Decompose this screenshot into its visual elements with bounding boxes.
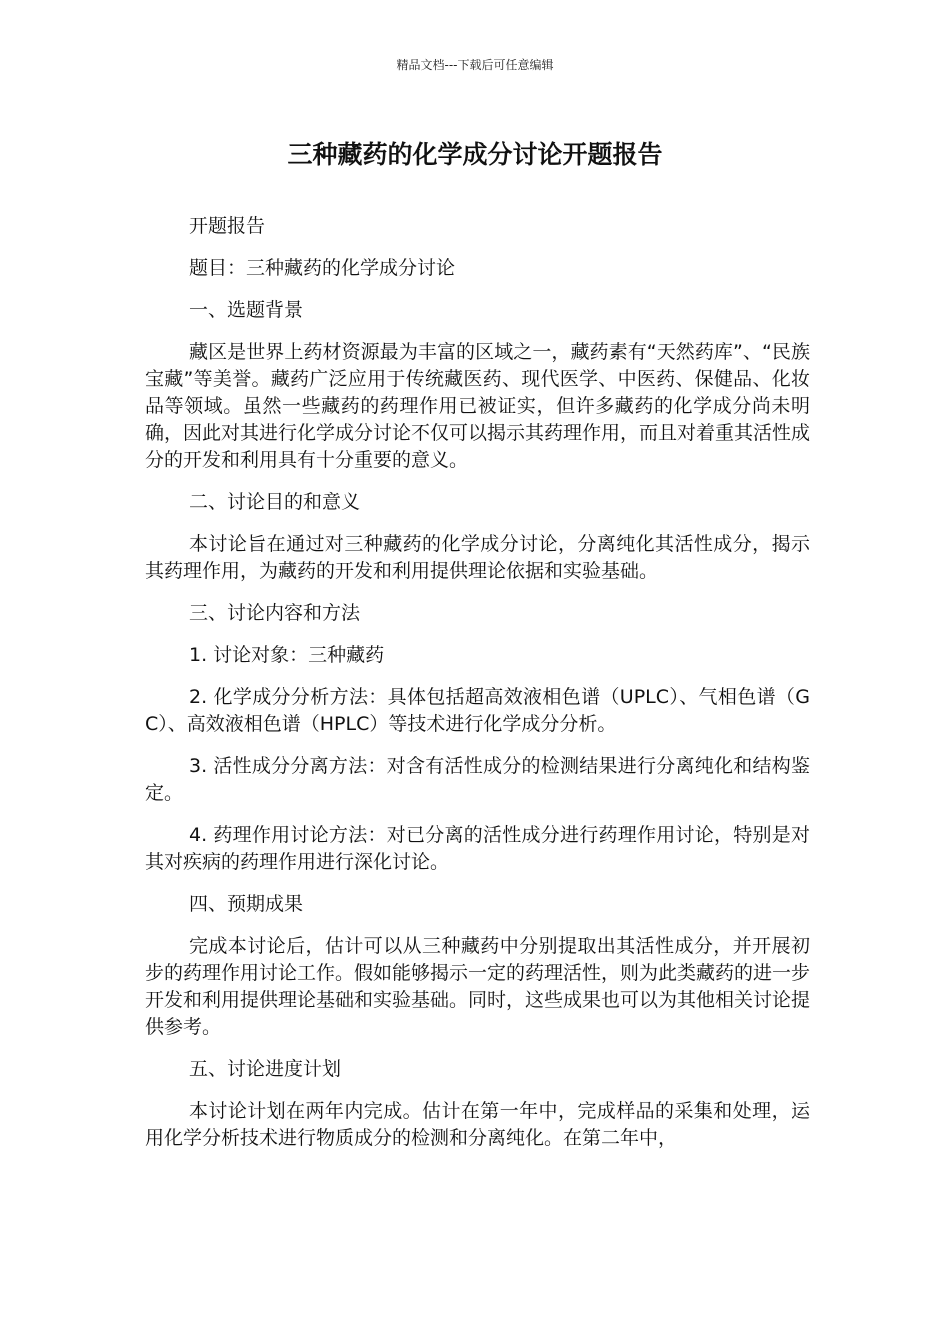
document-title: 三种藏药的化学成分讨论开题报告	[287, 140, 663, 169]
list-item-analysis-method: 2. 化学成分分析方法：具体包括超高效液相色谱（UPLC）、气相色谱（GC）、高效液相色谱（HPLC）等技术进行化学成分分析。	[145, 686, 810, 735]
paragraph-expected-results: 完成本讨论后，估计可以从三种藏药中分别提取出其活性成分，并开展初步的药理作用讨论工作。假如能够揭示一定的药理活性，则为此类藏药的进一步开发和利用提供理论基础和实验基础。同时，这些成果也可以为其他相关讨论提供参考。	[145, 935, 811, 1038]
paragraph-purpose: 本讨论旨在通过对三种藏药的化学成分讨论，分离纯化其活性成分，揭示其药理作用，为藏药的开发和利用提供理论依据和实验基础。	[145, 533, 810, 582]
topic-line: 题目：三种藏药的化学成分讨论	[189, 257, 456, 279]
paragraph-schedule: 本讨论计划在两年内完成。估计在第一年中，完成样品的采集和处理，运用化学分析技术进行物质成分的检测和分离纯化。在第二年中，	[145, 1100, 810, 1149]
section-heading-expected-results: 四、预期成果	[189, 893, 304, 915]
section-label-report: 开题报告	[189, 215, 266, 237]
paragraph-background: 藏区是世界上药材资源最为丰富的区域之一，藏药素有“天然药库”、“民族宝藏”等美誉。藏药广泛应用于传统藏医药、现代医学、中医药、保健品、化妆品等领域。虽然一些藏药的药理作用已被证实，但许多藏药的化学成分尚未明确，因此对其进行化学成分讨论不仅可以揭示其药理作用，而且对着重其活性成分的开发和利用具有十分重要的意义。	[145, 341, 811, 471]
list-item-pharmacology-method: 4. 药理作用讨论方法：对已分离的活性成分进行药理作用讨论，特别是对其对疾病的药理作用进行深化讨论。	[145, 824, 810, 873]
list-item-research-object: 1. 讨论对象：三种藏药	[189, 644, 385, 666]
section-heading-background: 一、选题背景	[189, 299, 304, 321]
section-heading-purpose: 二、讨论目的和意义	[189, 491, 361, 513]
list-item-separation-method: 3. 活性成分分离方法：对含有活性成分的检测结果进行分离纯化和结构鉴定。	[145, 755, 810, 804]
section-heading-content-methods: 三、讨论内容和方法	[189, 602, 361, 624]
section-heading-schedule: 五、讨论进度计划	[189, 1058, 342, 1080]
document-body	[145, 213, 810, 1167]
page-header: 精品文档---下载后可任意编辑	[396, 58, 554, 72]
